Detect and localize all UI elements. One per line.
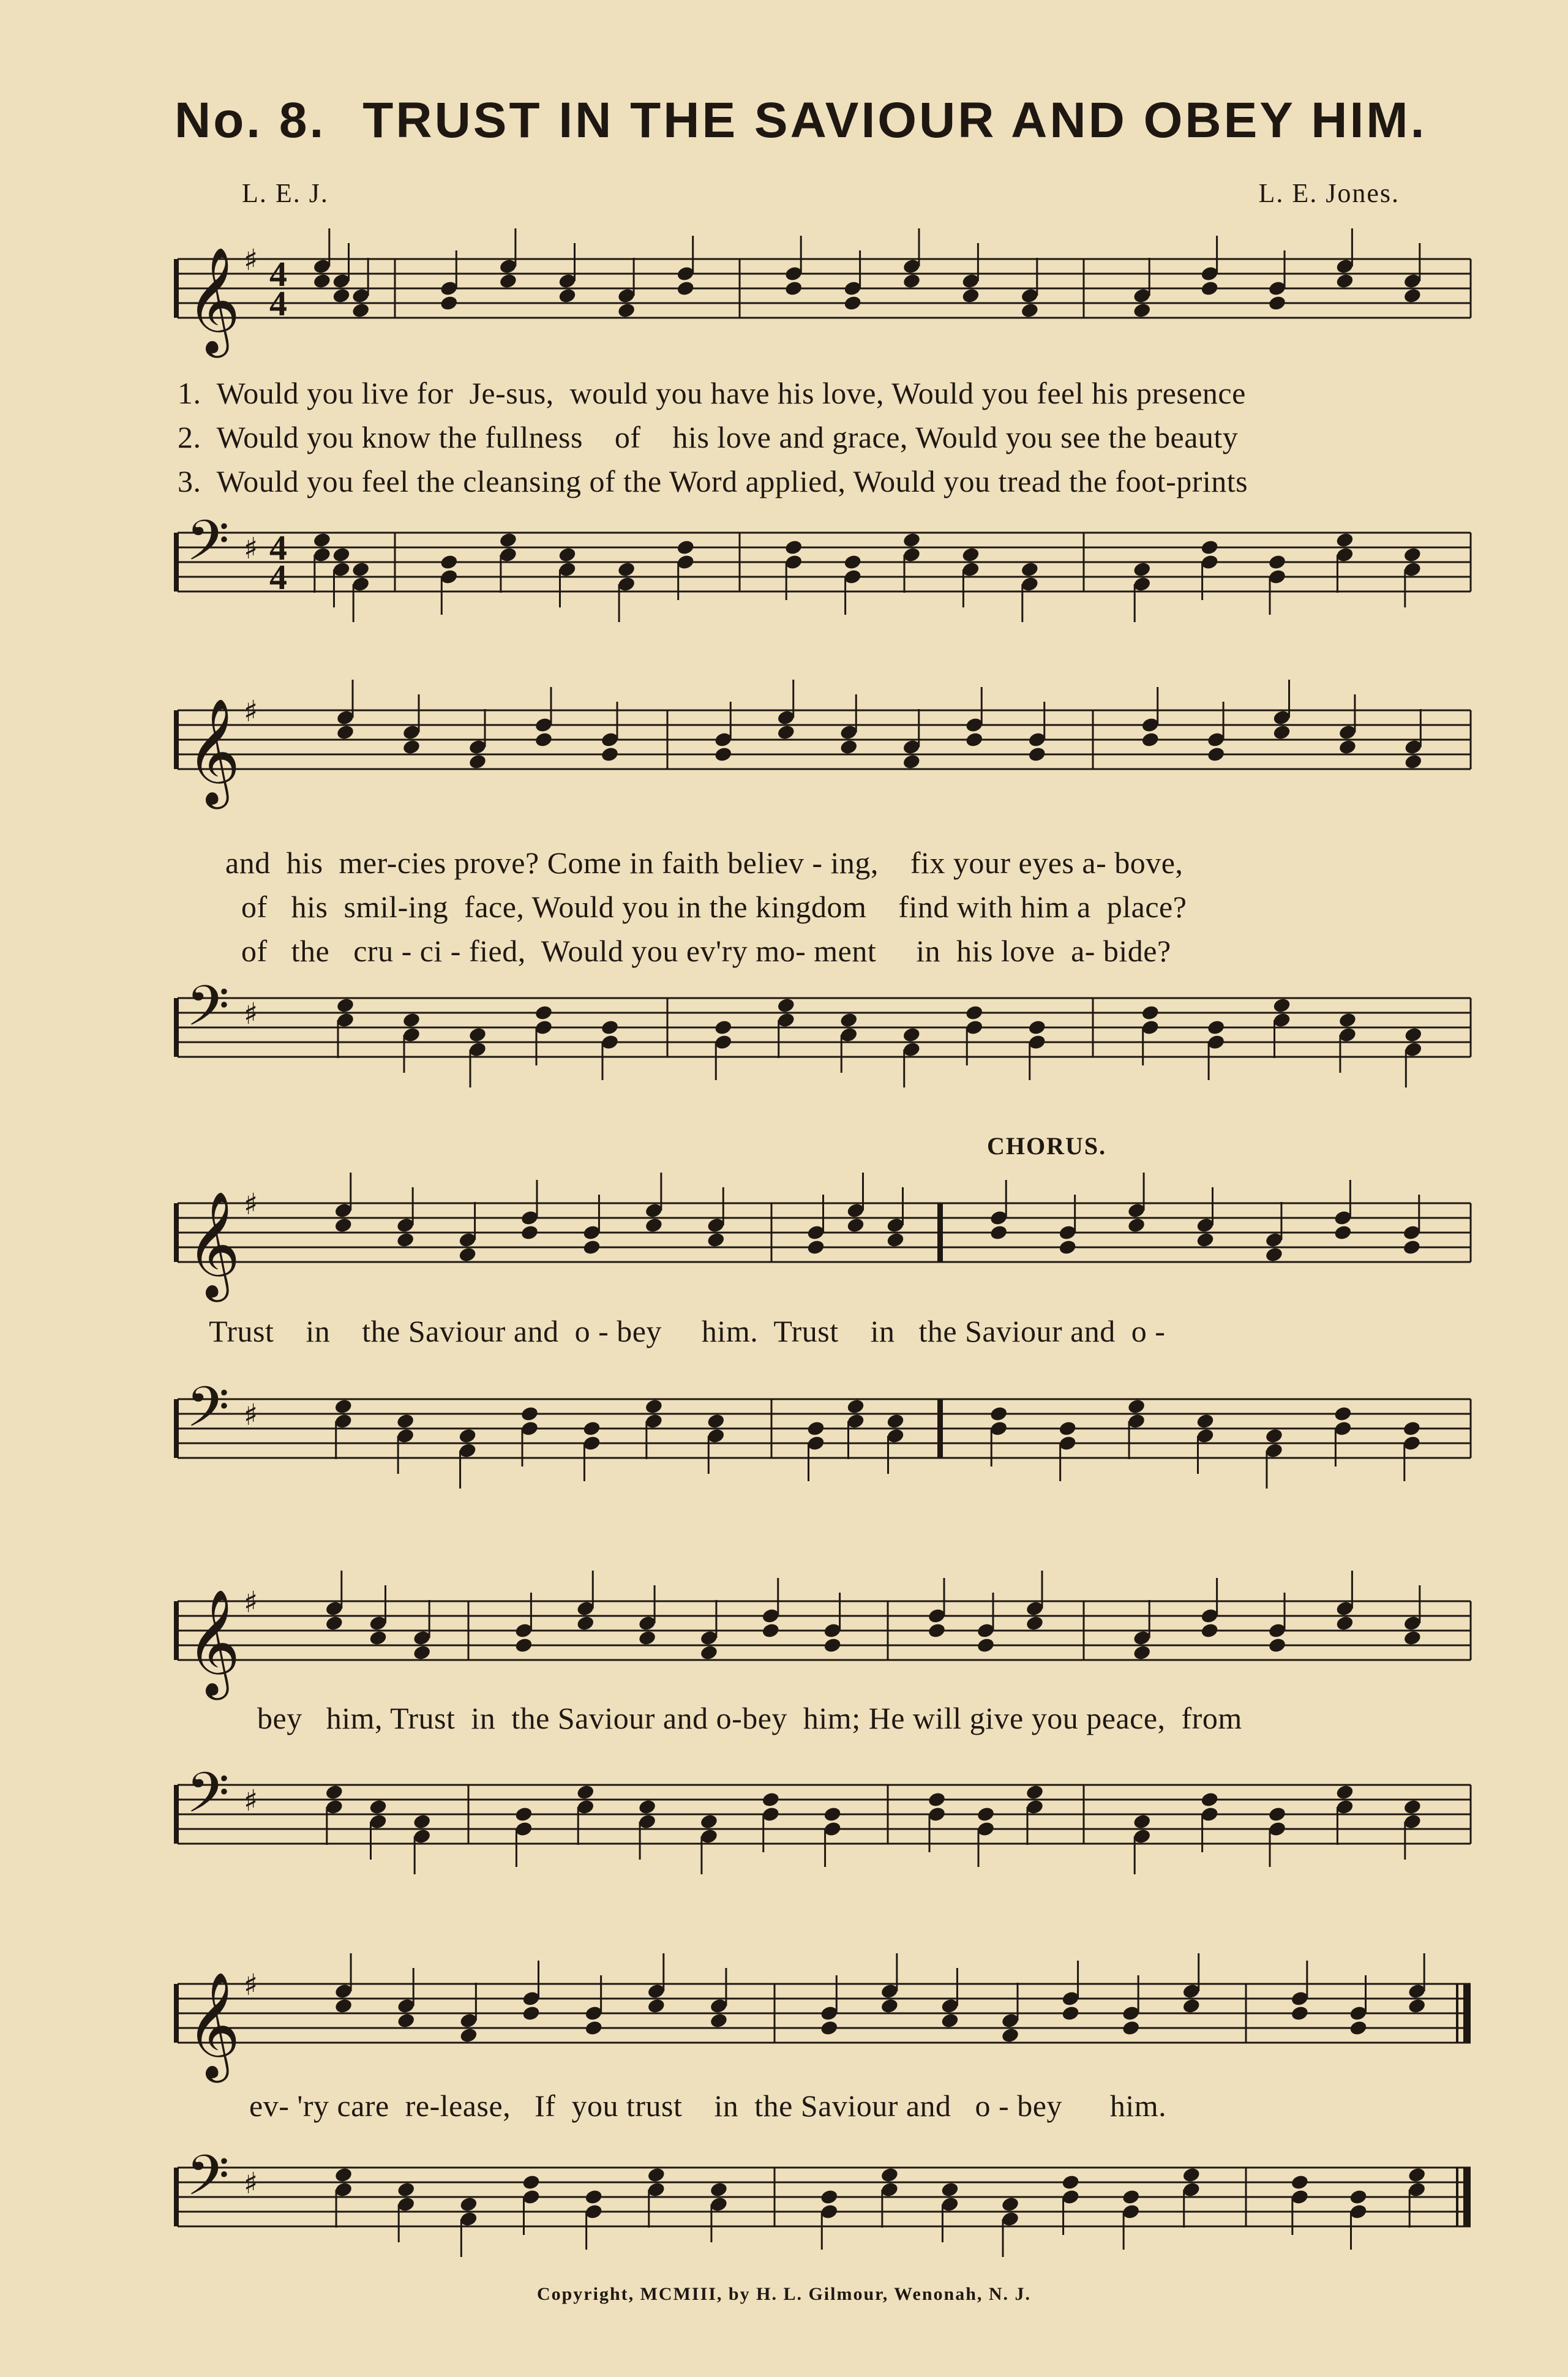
sharp-icon: ♯ — [244, 997, 258, 1031]
lyric-line: bey him, Trust in the Saviour and o-bey him; He will give you peace, from — [178, 1701, 1242, 1735]
music-system-2 — [178, 661, 1471, 1127]
sharp-icon: ♯ — [244, 1398, 258, 1432]
bass-clef-icon: 𝄢 — [186, 2143, 230, 2221]
note-head — [644, 1398, 663, 1415]
note-head — [336, 997, 354, 1014]
note-head — [709, 2181, 728, 2198]
lyric-line: and his mer-cies prove? Come in faith believ - ing, fix your eyes a- bove, — [178, 846, 1184, 880]
note-head — [1272, 997, 1291, 1014]
note-head — [823, 1806, 842, 1823]
note-head — [880, 2166, 899, 2184]
note-head — [582, 1420, 601, 1437]
lyric-line: ev- 'ry care re-lease, If you trust in the Saviour and o - bey him. — [178, 2089, 1167, 2123]
bass-clef-icon: 𝄢 — [186, 974, 230, 1052]
note-head — [1000, 2196, 1019, 2213]
double-barline — [937, 1399, 943, 1458]
note-head — [1206, 1019, 1225, 1036]
sharp-icon: ♯ — [244, 531, 258, 566]
note-head — [843, 554, 862, 571]
lyric-line: of the cru - ci - fied, Would you ev'ry mo- ment in his love a- bide? — [178, 934, 1171, 968]
note-head — [1025, 1784, 1044, 1801]
bass-clef-icon: 𝄢 — [186, 1375, 230, 1453]
treble-clef-icon: 𝄞 — [186, 1972, 241, 2078]
system-bracket — [174, 1785, 179, 1844]
note-head — [902, 1026, 921, 1043]
bass-staff-2 — [178, 661, 1471, 1127]
note-head — [1334, 1405, 1352, 1422]
note-head — [468, 1026, 487, 1043]
note-head — [520, 1405, 539, 1422]
music-system-4 — [178, 1552, 1471, 1913]
note-head — [324, 1784, 343, 1801]
note-head — [312, 531, 331, 549]
treble-clef-icon: 𝄞 — [186, 1191, 241, 1297]
note-head — [1264, 1427, 1283, 1444]
bass-clef-icon: 𝄢 — [186, 508, 230, 587]
words-credit: L. E. J. — [242, 178, 329, 208]
note-head — [1133, 561, 1152, 578]
sharp-icon: ♯ — [244, 243, 258, 277]
note-head — [1127, 1398, 1146, 1415]
note-head — [396, 1413, 415, 1430]
music-credit: L. E. Jones. — [1258, 178, 1400, 208]
bass-clef-icon: 𝄢 — [186, 1760, 230, 1839]
note-head — [1200, 1791, 1219, 1808]
note-head — [1267, 1806, 1286, 1823]
note-head — [584, 2188, 603, 2206]
bass-staff-1 — [178, 223, 1471, 661]
lyric-line: 1. Would you live for Je-sus, would you have his love, Would you feel his presence — [178, 376, 1246, 410]
note-head — [334, 2166, 353, 2184]
note-head — [1027, 1019, 1046, 1036]
time-signature-top: 4 — [269, 254, 287, 294]
hymn-title: TRUST IN THE SAVIOUR AND OBEY HIM. — [362, 92, 1427, 148]
note-head — [961, 546, 980, 563]
system-bracket — [174, 998, 179, 1057]
note-head — [699, 1813, 718, 1830]
note-head — [902, 531, 921, 549]
note-head — [397, 2181, 416, 2198]
note-head — [647, 2166, 666, 2184]
note-head — [776, 997, 795, 1014]
note-head — [806, 1420, 825, 1437]
note-head — [965, 1004, 984, 1021]
note-head — [498, 531, 517, 549]
treble-clef-icon: 𝄞 — [186, 698, 241, 805]
note-head — [1290, 2174, 1309, 2191]
note-head — [1403, 1798, 1422, 1816]
time-signature-bottom: 4 — [269, 557, 287, 597]
system-bracket — [174, 1399, 179, 1458]
note-head — [534, 1004, 553, 1021]
lyric-line: Trust in the Saviour and o - bey him. Trust in the Saviour and o - — [178, 1314, 1166, 1348]
note-head — [576, 1784, 595, 1801]
note-head — [707, 1413, 726, 1430]
treble-clef-icon: 𝄞 — [186, 247, 241, 353]
note-head — [1196, 1413, 1215, 1430]
note-head — [839, 1012, 858, 1029]
note-head — [1133, 1813, 1152, 1830]
note-head — [369, 1798, 388, 1816]
hymn-number: No. 8. — [174, 92, 326, 148]
note-head — [637, 1798, 656, 1816]
note-head — [1403, 546, 1422, 563]
chorus-label: CHORUS. — [987, 1132, 1107, 1160]
sharp-icon: ♯ — [244, 1784, 258, 1818]
note-head — [617, 561, 636, 578]
note-head — [714, 1019, 733, 1036]
music-system-3 — [178, 1163, 1471, 1512]
note-head — [989, 1405, 1008, 1422]
note-head — [1335, 1784, 1354, 1801]
note-head — [1267, 554, 1286, 571]
music-system-1 — [178, 223, 1471, 661]
copyright-notice: Copyright, MCMIII, by H. L. Gilmour, Wenonah, N. J. — [536, 2284, 1032, 2304]
system-bracket — [174, 533, 179, 591]
sharp-icon: ♯ — [244, 1968, 258, 2002]
bass-staff-4 — [178, 1552, 1471, 1913]
sharp-icon: ♯ — [244, 2166, 258, 2201]
time-signature-top: 4 — [269, 528, 287, 568]
note-head — [927, 1791, 946, 1808]
note-head — [820, 2188, 839, 2206]
note-head — [334, 1398, 353, 1415]
sharp-icon: ♯ — [244, 694, 258, 729]
note-head — [784, 539, 803, 556]
final-barline-thick — [1463, 2168, 1471, 2226]
bass-staff-5 — [178, 1935, 1471, 2278]
note-head — [1402, 1420, 1421, 1437]
note-head — [332, 546, 351, 563]
note-head — [1404, 1026, 1423, 1043]
note-head — [351, 561, 370, 578]
note-head — [600, 1019, 619, 1036]
note-head — [676, 539, 695, 556]
note-head — [402, 1012, 421, 1029]
note-head — [846, 1398, 865, 1415]
note-head — [1335, 531, 1354, 549]
note-head — [459, 2196, 478, 2213]
note-head — [413, 1813, 432, 1830]
note-head — [761, 1791, 780, 1808]
note-head — [458, 1427, 477, 1444]
sharp-icon: ♯ — [244, 1585, 258, 1620]
note-head — [558, 546, 577, 563]
note-head — [1338, 1012, 1357, 1029]
sharp-icon: ♯ — [244, 1187, 258, 1222]
system-bracket — [174, 2168, 179, 2226]
note-head — [1122, 2188, 1141, 2206]
page-title — [174, 92, 1427, 149]
lyric-line: 3. Would you feel the cleansing of the Word applied, Would you tread the foot-prints — [178, 464, 1248, 498]
treble-clef-icon: 𝄞 — [186, 1589, 241, 1695]
note-head — [1020, 561, 1039, 578]
note-head — [886, 1413, 905, 1430]
note-head — [1061, 2174, 1080, 2191]
lyric-line: 2. Would you know the fullness of his love and grace, Would you see the beauty — [178, 420, 1239, 454]
bass-staff-3 — [178, 1163, 1471, 1512]
note-head — [440, 554, 459, 571]
note-head — [1349, 2188, 1368, 2206]
time-signature-bottom: 4 — [269, 284, 287, 323]
note-head — [522, 2174, 541, 2191]
note-head — [1408, 2166, 1427, 2184]
lyric-line: of his smil-ing face, Would you in the kingdom find with him a place? — [178, 890, 1187, 924]
note-head — [1058, 1420, 1077, 1437]
note-head — [514, 1806, 533, 1823]
note-head — [1182, 2166, 1201, 2184]
note-head — [1200, 539, 1219, 556]
note-head — [976, 1806, 995, 1823]
music-system-5 — [178, 1935, 1471, 2278]
note-head — [940, 2181, 959, 2198]
note-head — [1141, 1004, 1160, 1021]
